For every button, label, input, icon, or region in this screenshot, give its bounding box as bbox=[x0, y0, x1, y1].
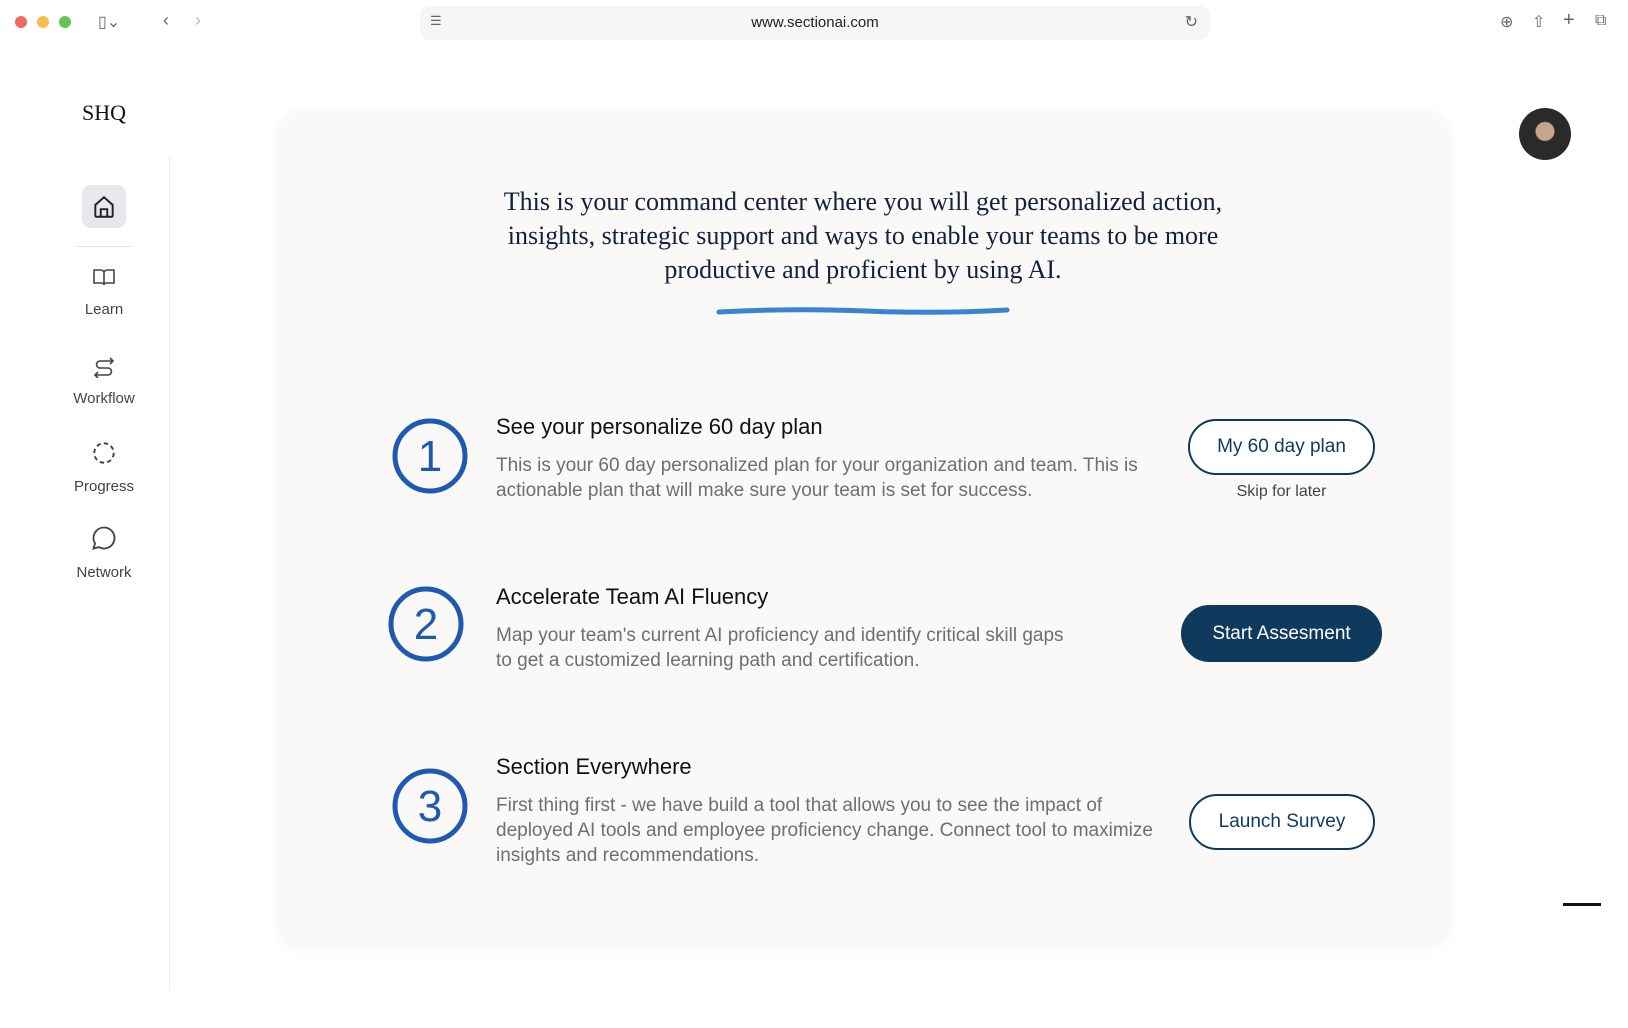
svg-text:2: 2 bbox=[413, 600, 439, 649]
maximize-window-button[interactable] bbox=[59, 16, 71, 28]
browser-toolbar bbox=[0, 0, 1628, 46]
sidebar-toggle-icon[interactable]: ▯⌄ bbox=[98, 14, 121, 31]
new-tab-icon[interactable]: + bbox=[1563, 9, 1575, 31]
forward-icon[interactable]: › bbox=[195, 10, 201, 30]
close-window-button[interactable] bbox=[15, 16, 27, 28]
step-description: First thing first - we have build a tool that allows you to see the impact of deployed AI tools and employee proficiency change. Connect tool to maximize insights and recommendations. bbox=[496, 795, 1153, 866]
sidebar-item-network[interactable] bbox=[54, 524, 154, 581]
my-60-day-plan-button[interactable]: My 60 day plan bbox=[1188, 419, 1375, 475]
reload-icon[interactable]: ↻ bbox=[1184, 14, 1198, 31]
svg-text:1: 1 bbox=[417, 432, 443, 481]
step-title: See your personalize 60 day plan bbox=[496, 414, 823, 439]
sidebar-item-label: Workflow bbox=[73, 390, 135, 407]
tabs-overview-icon[interactable]: ⧉ bbox=[1595, 12, 1607, 29]
chat-bubble-icon bbox=[90, 524, 118, 552]
launch-survey-button[interactable]: Launch Survey bbox=[1189, 794, 1375, 850]
address-bar[interactable] bbox=[420, 6, 1210, 40]
download-icon[interactable]: ⊕ bbox=[1500, 14, 1514, 31]
workflow-icon bbox=[91, 354, 117, 378]
sidebar-item-label: Network bbox=[76, 564, 132, 581]
sidebar-item-label: Progress bbox=[73, 478, 135, 495]
app-logo: SHQ bbox=[81, 100, 126, 125]
start-assessment-button[interactable]: Start Assesment bbox=[1181, 605, 1382, 662]
step-number-3-icon bbox=[390, 766, 470, 846]
user-avatar[interactable] bbox=[1519, 108, 1571, 160]
sidebar-item-label: Learn bbox=[84, 301, 124, 318]
minimize-window-button[interactable] bbox=[37, 16, 49, 28]
sidebar-separator bbox=[76, 246, 132, 247]
back-icon[interactable]: ‹ bbox=[163, 10, 169, 30]
book-icon bbox=[91, 265, 117, 289]
step-number-2-icon bbox=[386, 584, 466, 664]
underline-scribble bbox=[716, 304, 1010, 318]
progress-icon bbox=[91, 440, 117, 466]
sidebar-item-home[interactable] bbox=[82, 185, 126, 228]
page-headline: This is your command center where you will get personalized action, insights, strategic support and ways to enable your teams to be more productive and proficient by using AI. bbox=[503, 187, 1223, 284]
scroll-indicator[interactable] bbox=[1563, 903, 1601, 906]
share-icon[interactable]: ⇧ bbox=[1532, 14, 1546, 31]
reader-icon[interactable]: ☰ bbox=[430, 13, 442, 28]
sidebar-item-workflow[interactable] bbox=[54, 354, 154, 407]
sidebar-item-learn[interactable] bbox=[54, 265, 154, 318]
sidebar-divider bbox=[169, 155, 170, 990]
step-description: This is your 60 day personalized plan for your organization and team. This is actionable plan that will make sure your team is set for success. bbox=[496, 455, 1138, 501]
step-title: Accelerate Team AI Fluency bbox=[496, 584, 769, 609]
step-number-1-icon bbox=[390, 416, 470, 496]
svg-text:3: 3 bbox=[417, 782, 443, 831]
sidebar-item-progress[interactable] bbox=[54, 440, 154, 495]
step-title: Section Everywhere bbox=[496, 754, 692, 779]
url-text: www.sectionai.com bbox=[751, 14, 879, 31]
skip-for-later-link[interactable]: Skip for later bbox=[1236, 483, 1327, 500]
step-description: Map your team's current AI proficiency and identify critical skill gaps to get a customized learning path and certification. bbox=[496, 625, 1064, 671]
home-icon bbox=[91, 194, 117, 220]
